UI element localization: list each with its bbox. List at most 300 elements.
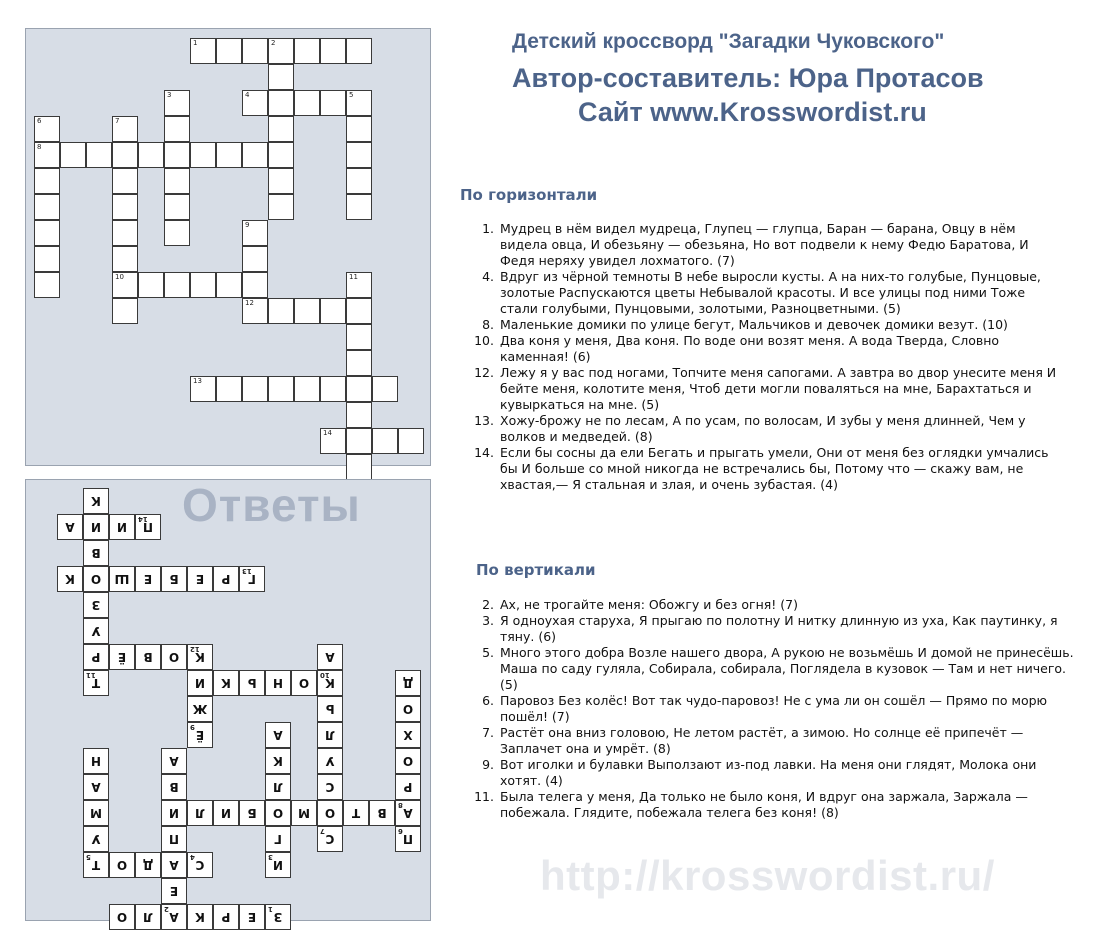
answer-cell [161, 826, 187, 852]
answer-letter: К [65, 572, 75, 586]
clue-item-number: 12. [474, 365, 494, 380]
clue-number: 4 [190, 853, 195, 861]
grid-cell [294, 376, 320, 402]
grid-cell [268, 168, 294, 194]
answer-letter: У [325, 754, 335, 768]
answer-letter: К [195, 650, 205, 664]
grid-cell [112, 272, 138, 298]
answer-cell [395, 774, 421, 800]
answer-cell [239, 670, 265, 696]
clue-item-text: Растёт она вниз головою, Не летом растёт, а зимою. Но солнце её припечёт — Заплачет она и умрёт. (8) [500, 725, 1024, 756]
answer-letter: О [90, 572, 102, 586]
grid-cell [216, 142, 242, 168]
grid-cell [34, 220, 60, 246]
clue-item-number: 13. [474, 413, 494, 428]
clue-item [460, 221, 1060, 269]
clue-item-number: 2. [482, 597, 494, 612]
clue-item-number: 4. [482, 269, 494, 284]
answer-cell [213, 800, 239, 826]
answer-cell [317, 722, 343, 748]
answer-letter: Р [221, 910, 231, 924]
answer-letter: А [65, 520, 75, 534]
clue-number: 6 [37, 117, 42, 125]
grid-cell [112, 168, 138, 194]
answer-letter: И [272, 858, 284, 872]
answer-cell [57, 566, 83, 592]
answer-cell [239, 904, 265, 930]
answer-letter: А [169, 754, 179, 768]
answer-cell [239, 800, 265, 826]
grid-cell [34, 194, 60, 220]
answer-cell [317, 774, 343, 800]
answer-letter: В [91, 546, 101, 560]
grid-cell [346, 168, 372, 194]
answer-letter: С [325, 832, 335, 846]
answer-cell [83, 566, 109, 592]
answer-cell [187, 852, 213, 878]
answer-letter: О [402, 702, 414, 716]
answer-cell [213, 670, 239, 696]
answer-cell [161, 748, 187, 774]
clue-item [460, 445, 1060, 493]
grid-cell [268, 142, 294, 168]
grid-cell [112, 142, 138, 168]
grid-cell [112, 116, 138, 142]
answer-letter: Б [169, 572, 179, 586]
grid-cell [138, 272, 164, 298]
puzzle-title: Детский кроссворд "Загадки Чуковского" [512, 30, 945, 53]
answer-cell [83, 540, 109, 566]
grid-cell [216, 376, 242, 402]
answer-cell [57, 514, 83, 540]
grid-cell [268, 90, 294, 116]
clue-number: 13 [242, 567, 252, 575]
clue-number: 3 [268, 853, 273, 861]
grid-cell [268, 116, 294, 142]
grid-cell [346, 402, 372, 428]
answer-letter: О [402, 754, 414, 768]
grid-cell [268, 376, 294, 402]
answers-grid [25, 479, 431, 924]
grid-cell [34, 116, 60, 142]
clue-number: 2 [164, 905, 169, 913]
answer-cell [187, 800, 213, 826]
grid-cell [242, 220, 268, 246]
clue-number: 5 [349, 91, 354, 99]
across-heading: По горизонтали [460, 186, 598, 204]
answer-letter: Т [351, 806, 361, 820]
answer-cell [343, 800, 369, 826]
clue-number: 1 [268, 905, 273, 913]
answer-letter: П [402, 832, 414, 846]
answer-cell [187, 670, 213, 696]
grid-cell [190, 38, 216, 64]
clue-number: 13 [193, 377, 202, 385]
answer-cell [83, 488, 109, 514]
grid-cell [216, 38, 242, 64]
answer-cell [83, 774, 109, 800]
clue-item-number: 6. [482, 693, 494, 708]
answer-letter: Ж [192, 702, 208, 716]
grid-cell [320, 298, 346, 324]
clue-item-text: Два коня у меня, Два коня. По воде они возят меня. А вода Тверда, Словно каменная! (6) [500, 333, 1000, 364]
answer-letter: Л [325, 728, 335, 742]
answer-cell [109, 566, 135, 592]
answer-letter: А [169, 858, 179, 872]
answer-letter: Т [91, 676, 101, 690]
answer-letter: Л [143, 910, 153, 924]
answer-letter: О [324, 806, 336, 820]
answer-cell [161, 774, 187, 800]
grid-cell [372, 428, 398, 454]
clue-item [460, 317, 1060, 333]
answer-letter: Д [142, 858, 154, 872]
grid-cell [346, 90, 372, 116]
grid-cell [346, 142, 372, 168]
answer-cell [265, 852, 291, 878]
answer-cell [317, 748, 343, 774]
answer-letter: П [168, 832, 180, 846]
grid-cell [268, 38, 294, 64]
clue-number: 5 [86, 853, 91, 861]
answer-letter: К [325, 676, 335, 690]
answer-cell [187, 722, 213, 748]
grid-cell [60, 142, 86, 168]
answer-cell [317, 670, 343, 696]
grid-cell [346, 454, 372, 480]
grid-cell [242, 272, 268, 298]
clue-number: 4 [245, 91, 250, 99]
grid-cell [346, 376, 372, 402]
answer-letter: И [194, 676, 206, 690]
clue-item [460, 693, 1076, 725]
grid-cell [346, 350, 372, 376]
clue-number: 7 [320, 827, 325, 835]
grid-cell [346, 38, 372, 64]
answer-cell [135, 514, 161, 540]
answer-cell [135, 644, 161, 670]
answer-cell [317, 644, 343, 670]
answer-letter: А [91, 780, 101, 794]
answer-letter: Е [169, 884, 179, 898]
grid-cell [34, 246, 60, 272]
crossword-grid [25, 28, 431, 466]
clue-item-number: 1. [482, 221, 494, 236]
answer-letter: И [90, 520, 102, 534]
answer-cell [83, 852, 109, 878]
grid-cell [372, 376, 398, 402]
grid-cell [242, 376, 268, 402]
clue-number: 9 [245, 221, 250, 229]
answer-letter: К [221, 676, 231, 690]
answer-cell [187, 644, 213, 670]
clue-item [460, 789, 1076, 821]
clue-item-number: 9. [482, 757, 494, 772]
answer-letter: С [325, 780, 335, 794]
clue-item [460, 365, 1060, 413]
clue-number: 7 [115, 117, 120, 125]
grid-cell [34, 272, 60, 298]
clue-item-text: Хожу-брожу не по лесам, А по усам, по волосам, И зубы у меня длинней, Чем у волков и медведей. (8) [500, 413, 1026, 444]
answer-letter: Н [272, 676, 284, 690]
answer-cell [83, 826, 109, 852]
clue-item-text: Была телега у меня, Да только не было коня, И вдруг она заржала, Заржала — побежала. Глядите, побежала телега без коня! (8) [500, 789, 1028, 820]
answer-cell [109, 644, 135, 670]
answer-letter: М [298, 806, 310, 820]
answer-letter: А [273, 728, 283, 742]
clue-item-number: 10. [474, 333, 494, 348]
grid-cell [320, 38, 346, 64]
grid-cell [242, 298, 268, 324]
answer-letter: В [377, 806, 387, 820]
grid-cell [242, 90, 268, 116]
author-line: Автор-составитель: Юра Протасов [512, 63, 984, 93]
answer-cell [83, 618, 109, 644]
clue-item-number: 8. [482, 317, 494, 332]
answer-letter: Д [402, 676, 414, 690]
grid-cell [346, 116, 372, 142]
grid-cell [268, 298, 294, 324]
grid-cell [112, 298, 138, 324]
answer-cell [265, 904, 291, 930]
answer-letter: З [273, 910, 283, 924]
answer-cell [265, 774, 291, 800]
answer-cell [265, 722, 291, 748]
answer-letter: Г [248, 572, 256, 586]
clue-number: 2 [271, 39, 276, 47]
answer-cell [213, 566, 239, 592]
grid-cell [112, 246, 138, 272]
grid-cell [86, 142, 112, 168]
answer-letter: В [169, 780, 179, 794]
grid-cell [398, 428, 424, 454]
answer-letter: З [91, 598, 101, 612]
clue-number: 10 [320, 671, 330, 679]
clue-item [460, 613, 1076, 645]
grid-cell [112, 194, 138, 220]
answer-cell [395, 826, 421, 852]
answer-cell [161, 800, 187, 826]
answer-cell [83, 748, 109, 774]
clue-number: 9 [190, 723, 195, 731]
answer-cell [395, 800, 421, 826]
clue-item-number: 7. [482, 725, 494, 740]
answer-letter: Ь [247, 676, 257, 690]
answer-cell [109, 852, 135, 878]
answer-cell [135, 904, 161, 930]
answer-cell [187, 566, 213, 592]
clue-item-text: Если бы сосны да ели Бегать и прыгать умели, Они от меня без оглядки умчались бы И больше со мной никогда не встречались бы, Потому что — скажу вам, не хвастая,— Я стальная и злая, и очень зубастая. (4) [500, 445, 1049, 492]
clue-item-text: Паровоз Без колёс! Вот так чудо-паровоз! Не с ума ли он сошёл — Прямо по морю пошёл! (7) [500, 693, 1048, 724]
answer-cell [265, 826, 291, 852]
answer-cell [213, 904, 239, 930]
answer-letter: А [403, 806, 413, 820]
answer-cell [83, 514, 109, 540]
answer-letter: У [91, 624, 101, 638]
answer-cell [109, 904, 135, 930]
answer-cell [239, 566, 265, 592]
answer-cell [83, 592, 109, 618]
answer-letter: С [195, 858, 205, 872]
grid-cell [138, 142, 164, 168]
answer-letter: К [91, 494, 101, 508]
grid-cell [268, 194, 294, 220]
clue-item-text: Вдруг из чёрной темноты В небе выросли кусты. А на них-то голубые, Пунцовые, золотые Распускаются цветы Небывалой красоты. И все улицы под ними Тоже стали голубыми, Пунцовыми, золотыми, Разноцветными. (5) [500, 269, 1041, 316]
answer-letter: М [90, 806, 102, 820]
grid-cell [164, 168, 190, 194]
clue-number: 14 [138, 515, 148, 523]
down-heading: По вертикали [476, 561, 596, 579]
answer-cell [291, 800, 317, 826]
answer-letter: Г [274, 832, 282, 846]
answer-cell [395, 722, 421, 748]
clue-item-text: Мудрец в нём видел мудреца, Глупец — глупца, Баран — барана, Овцу в нём видела овца, И обезьяну — обезьяна, Но вот подвели к нему Федю Баратова, И Федя неряху увидел лохматого. (7) [500, 221, 1029, 268]
answer-letter: Р [403, 780, 413, 794]
grid-cell [164, 142, 190, 168]
clue-item [460, 413, 1060, 445]
clue-number: 12 [190, 645, 200, 653]
grid-cell [346, 298, 372, 324]
grid-cell [190, 272, 216, 298]
grid-cell [294, 90, 320, 116]
grid-cell [112, 220, 138, 246]
grid-cell [242, 246, 268, 272]
grid-cell [34, 142, 60, 168]
answer-cell [109, 514, 135, 540]
grid-cell [164, 272, 190, 298]
grid-cell [164, 90, 190, 116]
grid-cell [164, 194, 190, 220]
answer-letter: И [168, 806, 180, 820]
across-clues-list [460, 221, 1060, 493]
clue-number: 1 [193, 39, 198, 47]
answer-cell [265, 670, 291, 696]
grid-cell [34, 168, 60, 194]
clue-item [460, 597, 1076, 613]
site-line: Сайт www.Krosswordist.ru [578, 97, 927, 127]
grid-cell [268, 64, 294, 90]
answer-letter: А [325, 650, 335, 664]
grid-cell [320, 90, 346, 116]
answer-letter: П [142, 520, 154, 534]
grid-cell [190, 376, 216, 402]
answer-letter: Б [247, 806, 257, 820]
grid-cell [320, 376, 346, 402]
answer-letter: Е [143, 572, 153, 586]
answer-cell [135, 852, 161, 878]
grid-cell [242, 38, 268, 64]
clue-item [460, 725, 1076, 757]
answer-cell [83, 670, 109, 696]
answer-letter: Х [403, 728, 413, 742]
grid-cell [164, 116, 190, 142]
answer-cell [395, 748, 421, 774]
clue-number: 10 [115, 273, 124, 281]
answer-letter: Ё [195, 728, 205, 742]
answer-cell [265, 748, 291, 774]
answer-cell [265, 800, 291, 826]
clue-number: 14 [323, 429, 332, 437]
answer-letter: Л [195, 806, 205, 820]
clue-number: 8 [398, 801, 403, 809]
answer-letter: Ё [117, 650, 127, 664]
answers-heading: Ответы [182, 479, 361, 531]
clue-item-text: Ах, не трогайте меня: Обожгу и без огня! (7) [500, 597, 798, 612]
grid-cell [346, 324, 372, 350]
clue-item-text: Много этого добра Возле нашего двора, А рукою не возьмёшь И домой не принесёшь. Маша по саду гуляла, Собирала, собирала, Поглядела в кузовок — Там и нет ничего. (5) [500, 645, 1074, 692]
answer-cell [317, 826, 343, 852]
answer-letter: Р [91, 650, 101, 664]
answer-letter: Р [221, 572, 231, 586]
clue-item-text: Вот иголки и булавки Выползают из-под лавки. На меня они глядят, Молока они хотят. (4) [500, 757, 1037, 788]
answer-letter: К [195, 910, 205, 924]
grid-cell [346, 428, 372, 454]
clue-item [460, 757, 1076, 789]
clue-item-number: 14. [474, 445, 494, 460]
answer-cell [317, 696, 343, 722]
clue-number: 6 [398, 827, 403, 835]
answer-letter: Е [247, 910, 257, 924]
answer-letter: О [168, 650, 180, 664]
answer-cell [161, 566, 187, 592]
clue-number: 11 [86, 671, 96, 679]
clue-item-number: 3. [482, 613, 494, 628]
answer-letter: В [143, 650, 153, 664]
answer-letter: К [273, 754, 283, 768]
answer-letter: Ш [114, 572, 130, 586]
answer-cell [187, 904, 213, 930]
clue-item [460, 269, 1060, 317]
clue-number: 11 [349, 273, 358, 281]
answer-letter: Ь [325, 702, 335, 716]
grid-cell [294, 38, 320, 64]
site-watermark: http://krosswordist.ru/ [540, 852, 995, 899]
answer-letter: О [298, 676, 310, 690]
answer-letter: А [169, 910, 179, 924]
grid-cell [320, 428, 346, 454]
answer-cell [135, 566, 161, 592]
clue-item [460, 645, 1076, 693]
clue-item-number: 11. [474, 789, 494, 804]
answer-cell [187, 696, 213, 722]
down-clues-list [460, 597, 1076, 821]
clue-item-text: Я одноухая старуха, Я прыгаю по полотну И нитку длинную из уха, Как паутинку, я тяну. (6) [500, 613, 1058, 644]
answer-cell [161, 852, 187, 878]
answer-letter: Н [90, 754, 102, 768]
clue-number: 12 [245, 299, 254, 307]
grid-cell [242, 142, 268, 168]
answer-letter: И [116, 520, 128, 534]
answer-letter: Л [273, 780, 283, 794]
clue-item-text: Лежу я у вас под ногами, Топчите меня сапогами. А завтра во двор унесите меня И бейте меня, колотите меня, Чтоб дети могли поваляться на мне, Барахтаться и кувыркаться на мне. (5) [500, 365, 1057, 412]
answer-letter: У [91, 832, 101, 846]
grid-cell [190, 142, 216, 168]
clue-number: 3 [167, 91, 172, 99]
answer-letter: Е [195, 572, 205, 586]
grid-cell [216, 272, 242, 298]
answer-cell [317, 800, 343, 826]
answer-cell [83, 644, 109, 670]
answer-letter: И [220, 806, 232, 820]
answer-letter: О [272, 806, 284, 820]
answer-cell [395, 696, 421, 722]
clue-item-number: 5. [482, 645, 494, 660]
grid-cell [346, 194, 372, 220]
answer-cell [395, 670, 421, 696]
answer-letter: О [116, 910, 128, 924]
answer-cell [291, 670, 317, 696]
answer-cell [161, 904, 187, 930]
